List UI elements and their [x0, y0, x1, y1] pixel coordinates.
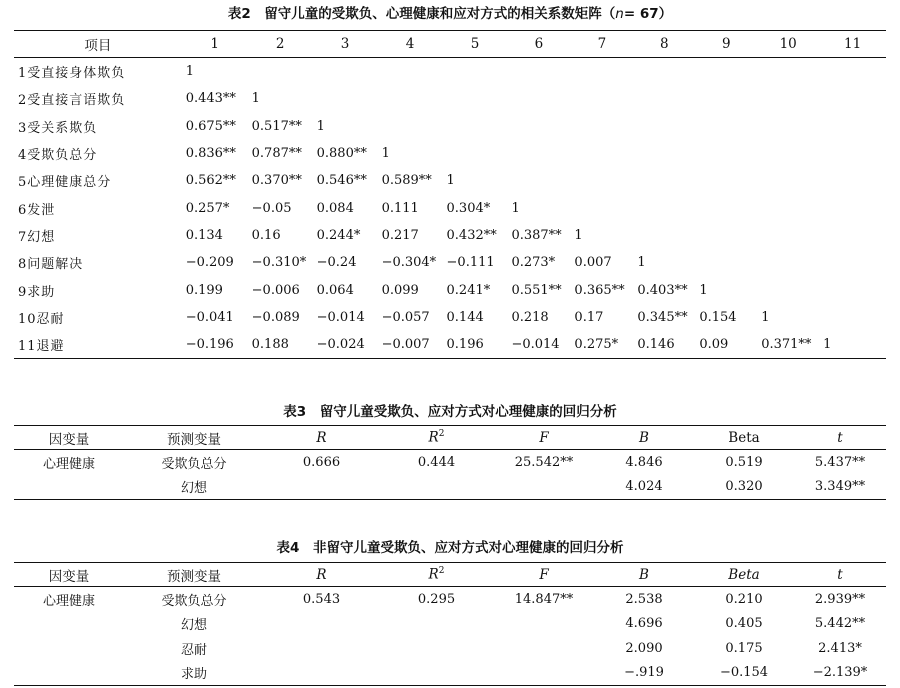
regression-cell [494, 661, 594, 686]
regression-cell [379, 661, 494, 686]
regression-cell: 2.413* [818, 640, 862, 656]
correlation-cell [507, 85, 570, 112]
correlation-table [14, 30, 886, 359]
correlation-cell [507, 113, 570, 140]
regression-cell: 0.405 [725, 616, 763, 632]
correlation-cell [819, 276, 886, 303]
table3-caption: 表3 留守儿童受欺负、应对方式对心理健康的回归分析 [283, 404, 617, 420]
header-beta: Beta [694, 563, 794, 587]
correlation-cell: 0.134 [185, 227, 223, 243]
regression-cell: 0.543 [302, 591, 341, 607]
correlation-cell [819, 113, 886, 140]
correlation-cell: 0.371** [761, 337, 812, 353]
header-r: R [264, 426, 379, 450]
regression-cell [14, 612, 124, 637]
correlation-cell: 0.244* [316, 227, 361, 243]
correlation-cell: 1 [251, 91, 260, 107]
correlation-cell [819, 249, 886, 276]
correlation-cell [757, 249, 819, 276]
correlation-cell [633, 113, 695, 140]
correlation-cell [819, 222, 886, 249]
regression-cell: 忍耐 [180, 642, 207, 658]
regression-cell: 幻想 [180, 481, 207, 497]
correlation-cell: 0.546** [316, 173, 367, 189]
table-row [14, 475, 886, 500]
correlation-cell: −0.196 [185, 337, 234, 353]
table2-caption-prefix: 表2 留守儿童的受欺负、心理健康和应对方式的相关系数矩阵（ [227, 6, 616, 22]
correlation-cell [443, 85, 508, 112]
header-r2-exp: 2 [438, 429, 445, 440]
correlation-cell: −0.24 [316, 255, 357, 271]
row-label: 1受直接身体欺负 [18, 66, 126, 82]
header-predictor: 预测变量 [124, 563, 264, 587]
correlation-table-body [14, 58, 886, 359]
correlation-cell [378, 58, 443, 86]
table-row [14, 140, 886, 167]
regression-cell: 25.542** [514, 454, 574, 470]
regression-cell [14, 636, 124, 661]
correlation-cell: 0.218 [511, 309, 549, 325]
row-label: 5心理健康总分 [18, 175, 112, 191]
correlation-cell: 1 [761, 309, 770, 325]
correlation-cell [695, 249, 757, 276]
table-row [14, 249, 886, 276]
regression-cell: 0.519 [725, 454, 763, 470]
regression-cell: 0.175 [725, 640, 763, 656]
correlation-cell: 0.217 [381, 227, 419, 243]
correlation-cell [570, 167, 633, 194]
regression-cell [264, 475, 379, 500]
regression-table-non-left-behind [14, 562, 886, 686]
correlation-cell [313, 85, 378, 112]
correlation-cell [633, 58, 695, 86]
correlation-cell: −0.006 [251, 282, 300, 298]
header-r-squared [379, 563, 494, 587]
regression-cell: 幻想 [180, 618, 207, 634]
correlation-cell: 0.880** [316, 146, 367, 162]
row-label: 3受关系欺负 [18, 120, 98, 136]
header-col-4: 4 [378, 31, 443, 58]
header-dependent-var: 因变量 [14, 426, 124, 450]
correlation-cell: −0.057 [381, 309, 430, 325]
regression-cell: 心理健康 [42, 593, 95, 609]
correlation-cell [633, 222, 695, 249]
correlation-cell: 0.144 [446, 309, 484, 325]
correlation-cell: 1 [381, 146, 390, 162]
correlation-cell [507, 167, 570, 194]
regression-cell: 5.437** [814, 454, 866, 470]
regression-cell [14, 661, 124, 686]
correlation-cell [633, 167, 695, 194]
correlation-cell [633, 140, 695, 167]
regression-cell: 受欺负总分 [161, 456, 227, 472]
correlation-cell: −0.041 [185, 309, 234, 325]
correlation-cell: −0.014 [316, 309, 365, 325]
correlation-cell: 0.589** [381, 173, 432, 189]
table-row [14, 85, 886, 112]
correlation-table-header [14, 31, 886, 58]
correlation-cell [819, 194, 886, 221]
correlation-cell: −0.304* [381, 255, 437, 271]
regression-cell [494, 612, 594, 637]
correlation-cell: 0.432** [446, 227, 497, 243]
regression-cell [264, 612, 379, 637]
table4-caption: 表4 非留守儿童受欺负、应对方式对心理健康的回归分析 [276, 540, 624, 556]
header-t: t [794, 426, 886, 450]
correlation-cell [570, 140, 633, 167]
correlation-cell [757, 85, 819, 112]
correlation-cell: 1 [699, 282, 708, 298]
regression-cell [14, 475, 124, 500]
table-row [14, 222, 886, 249]
regression-cell: 0.210 [725, 591, 763, 607]
table-row [14, 276, 886, 303]
regression-cell: 5.442** [814, 616, 866, 632]
correlation-cell: −0.310* [251, 255, 307, 271]
correlation-cell: 0.517** [251, 118, 302, 134]
header-t: t [794, 563, 886, 587]
correlation-cell [819, 167, 886, 194]
regression-cell [494, 475, 594, 500]
correlation-cell [570, 85, 633, 112]
correlation-cell: 0.154 [699, 309, 737, 325]
correlation-cell [695, 140, 757, 167]
correlation-cell: 0.188 [251, 337, 289, 353]
correlation-cell: 0.199 [185, 282, 223, 298]
regression-cell [264, 661, 379, 686]
row-label: 9求助 [18, 284, 56, 300]
correlation-cell [819, 140, 886, 167]
correlation-cell [443, 140, 508, 167]
table-row [14, 194, 886, 221]
table-row [14, 113, 886, 140]
regression-cell: −0.154 [719, 665, 769, 681]
correlation-cell: 1 [637, 255, 646, 271]
correlation-cell: −0.05 [251, 200, 292, 216]
correlation-cell [248, 58, 313, 86]
correlation-cell [378, 113, 443, 140]
regression-cell [494, 636, 594, 661]
correlation-cell [757, 194, 819, 221]
regression-cell [379, 475, 494, 500]
correlation-cell: 0.275* [574, 337, 619, 353]
correlation-cell [443, 113, 508, 140]
correlation-cell [507, 58, 570, 86]
correlation-cell [633, 194, 695, 221]
correlation-cell [695, 194, 757, 221]
correlation-cell [819, 58, 886, 86]
correlation-cell: 0.403** [637, 282, 688, 298]
correlation-cell [757, 222, 819, 249]
table-row [14, 612, 886, 637]
regression-cell: 0.320 [725, 479, 763, 495]
regression-cell: 4.846 [625, 454, 663, 470]
correlation-cell: 0.304* [446, 200, 491, 216]
correlation-cell [633, 85, 695, 112]
header-col-11: 11 [819, 31, 886, 58]
correlation-cell [313, 58, 378, 86]
header-r: R [264, 563, 379, 587]
correlation-cell: 0.099 [381, 282, 419, 298]
correlation-cell: 0.241* [446, 282, 491, 298]
correlation-cell: −0.014 [511, 337, 560, 353]
header-r-squared [379, 426, 494, 450]
header-col-8: 8 [633, 31, 695, 58]
correlation-cell: 0.273* [511, 255, 556, 271]
correlation-cell [757, 167, 819, 194]
correlation-cell: 0.562** [185, 173, 236, 189]
correlation-cell [695, 113, 757, 140]
regression-cell: −.919 [624, 665, 664, 681]
row-label: 6发泄 [18, 202, 56, 218]
header-r2-exp: 2 [438, 566, 445, 577]
header-col-6: 6 [507, 31, 570, 58]
header-col-7: 7 [570, 31, 633, 58]
row-label: 2受直接言语欺负 [18, 93, 126, 109]
table2-caption [0, 2, 900, 22]
regression-cell: 0.295 [417, 591, 456, 607]
header-col-9: 9 [695, 31, 757, 58]
correlation-cell: 0.387** [511, 227, 562, 243]
correlation-cell: 0.17 [574, 309, 604, 325]
correlation-cell: 0.365** [574, 282, 625, 298]
correlation-cell: 0.111 [381, 200, 419, 216]
header-r2-base: R [428, 429, 439, 446]
row-label: 10忍耐 [18, 311, 65, 327]
table-row [14, 331, 886, 359]
correlation-cell [378, 85, 443, 112]
regression-cell: 3.349** [814, 479, 866, 495]
header-r2-base: R [428, 566, 439, 583]
correlation-cell: −0.024 [316, 337, 365, 353]
regression-cell: 2.538 [625, 591, 663, 607]
correlation-cell: 0.257* [185, 200, 230, 216]
correlation-cell [570, 194, 633, 221]
correlation-cell: 0.09 [699, 337, 729, 353]
header-dependent-var: 因变量 [14, 563, 124, 587]
correlation-cell [757, 140, 819, 167]
correlation-cell [757, 58, 819, 86]
regression-cell: 心理健康 [42, 456, 95, 472]
row-label: 7幻想 [18, 229, 56, 245]
regression-cell [379, 612, 494, 637]
correlation-cell: 1 [574, 227, 583, 243]
regression-cell: 2.939** [814, 591, 866, 607]
regression-cell: 14.847** [514, 591, 574, 607]
header-f: F [494, 563, 594, 587]
correlation-cell: 0.345** [637, 309, 688, 325]
table-row [14, 167, 886, 194]
row-label: 4受欺负总分 [18, 148, 98, 164]
table-row [14, 587, 886, 612]
correlation-cell [570, 58, 633, 86]
regression-cell: −2.139* [812, 665, 868, 681]
correlation-cell [695, 58, 757, 86]
correlation-cell: 0.370** [251, 173, 302, 189]
correlation-cell: 1 [446, 173, 455, 189]
correlation-cell: 0.675** [185, 118, 236, 134]
regression-table-left-behind [14, 425, 886, 500]
table-row [14, 304, 886, 331]
correlation-cell: 1 [823, 337, 832, 353]
correlation-cell: 1 [316, 118, 325, 134]
table-row [14, 661, 886, 686]
correlation-cell: 0.836** [185, 146, 236, 162]
correlation-cell: 0.084 [316, 200, 354, 216]
correlation-cell: 1 [185, 64, 194, 80]
header-col-10: 10 [757, 31, 819, 58]
correlation-cell [757, 276, 819, 303]
correlation-cell: 0.787** [251, 146, 302, 162]
regression-cell: 2.090 [625, 640, 663, 656]
correlation-cell: −0.111 [446, 255, 495, 271]
correlation-cell [695, 222, 757, 249]
header-predictor: 预测变量 [124, 426, 264, 450]
correlation-cell [570, 113, 633, 140]
correlation-cell: 0.064 [316, 282, 354, 298]
header-beta: Beta [694, 426, 794, 450]
header-item: 项目 [14, 31, 182, 58]
regression-cell [379, 636, 494, 661]
header-col-3: 3 [313, 31, 378, 58]
correlation-cell: 0.007 [574, 255, 612, 271]
header-col-1: 1 [182, 31, 248, 58]
correlation-cell: 1 [511, 200, 520, 216]
correlation-cell [695, 85, 757, 112]
correlation-cell: 0.551** [511, 282, 562, 298]
correlation-cell [695, 167, 757, 194]
correlation-cell [819, 304, 886, 331]
regression-cell: 0.666 [302, 454, 341, 470]
row-label: 8问题解决 [18, 257, 84, 273]
correlation-cell: −0.007 [381, 337, 430, 353]
regression-cell: 0.444 [417, 454, 456, 470]
correlation-cell: 0.443** [185, 91, 236, 107]
correlation-cell [757, 113, 819, 140]
header-b: B [594, 563, 694, 587]
correlation-cell [507, 140, 570, 167]
table2-caption-n: n [615, 6, 624, 22]
row-label: 11退避 [18, 339, 65, 355]
table2-caption-suffix: = 67） [623, 6, 673, 22]
header-col-5: 5 [443, 31, 508, 58]
correlation-cell: −0.209 [185, 255, 234, 271]
table-row [14, 58, 886, 86]
correlation-cell: 0.146 [637, 337, 675, 353]
correlation-cell: 0.16 [251, 227, 281, 243]
regression-cell: 4.024 [625, 479, 663, 495]
header-col-2: 2 [248, 31, 313, 58]
header-b: B [594, 426, 694, 450]
correlation-cell: 0.196 [446, 337, 484, 353]
header-f: F [494, 426, 594, 450]
correlation-cell [819, 85, 886, 112]
table-row [14, 450, 886, 475]
correlation-cell: −0.089 [251, 309, 300, 325]
correlation-cell [443, 58, 508, 86]
table-row [14, 636, 886, 661]
regression-cell: 求助 [180, 667, 207, 683]
regression-cell: 4.696 [625, 616, 663, 632]
regression-cell [264, 636, 379, 661]
regression-cell: 受欺负总分 [161, 593, 227, 609]
